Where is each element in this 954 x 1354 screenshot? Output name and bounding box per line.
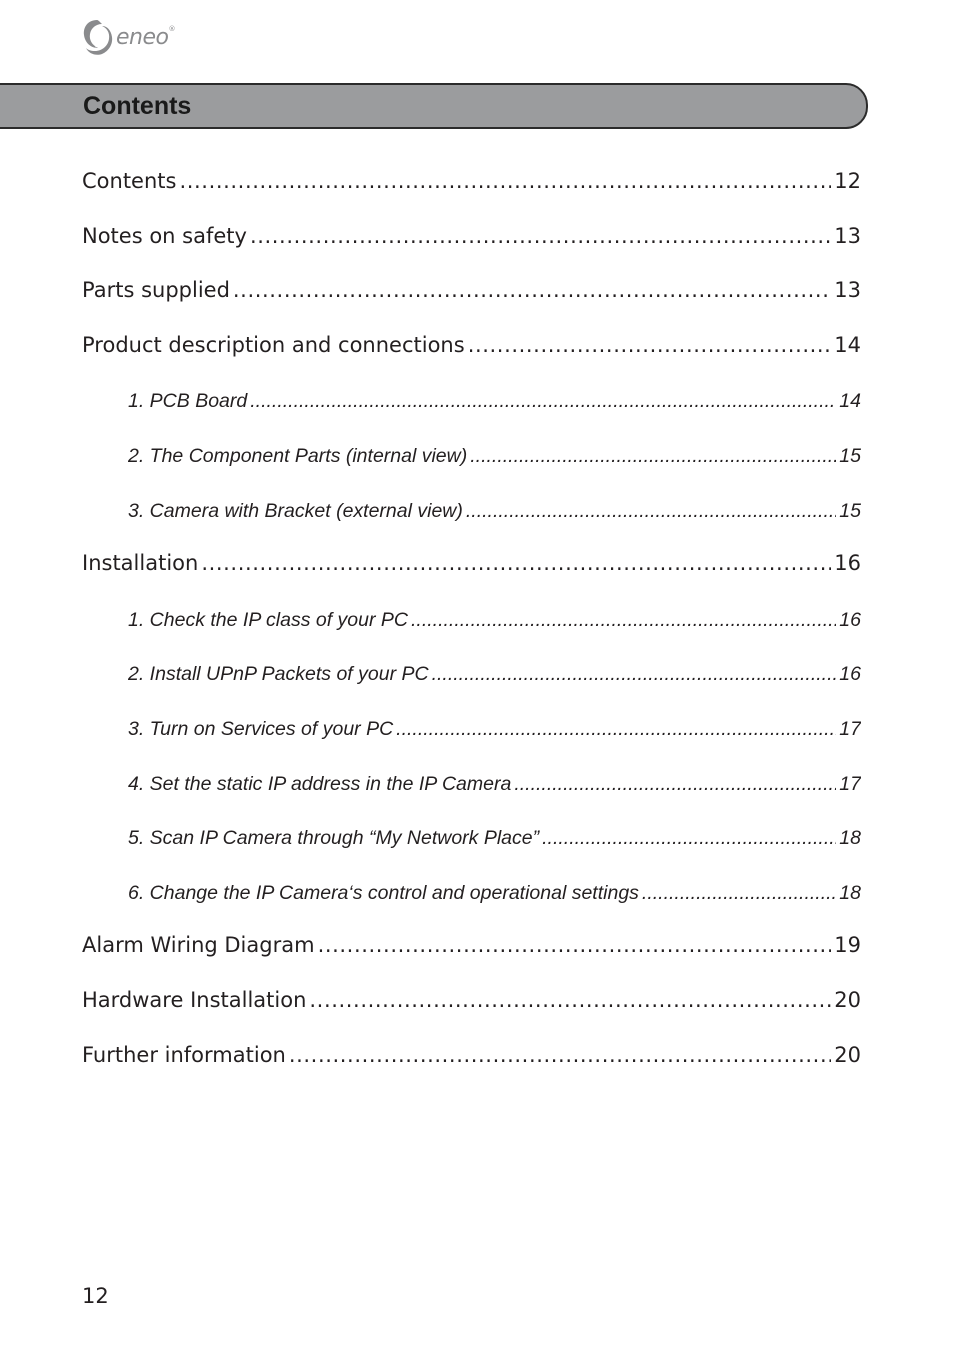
- toc-entry-label: Hardware Installation: [82, 988, 307, 1012]
- toc-entry-page: 16: [839, 608, 861, 631]
- toc-entry-label: Notes on safety: [82, 223, 247, 248]
- toc-subentry[interactable]: [128, 773, 861, 799]
- toc-entry[interactable]: [82, 278, 861, 308]
- toc-entry[interactable]: [82, 933, 861, 963]
- toc-subentry[interactable]: [128, 445, 861, 471]
- toc-subentry[interactable]: [128, 663, 861, 689]
- toc-leader-dots: [396, 718, 836, 741]
- toc-subentry[interactable]: [128, 827, 861, 853]
- toc-leader-dots: [411, 609, 836, 632]
- toc-entry-label: Installation: [82, 551, 199, 576]
- toc-leader-dots: [233, 278, 831, 302]
- toc-subentry[interactable]: [128, 718, 861, 744]
- toc-entry-label: 4. Set the static IP address in the IP Camera: [128, 772, 512, 795]
- toc-entry-page: 12: [834, 169, 861, 193]
- toc-entry-page: 17: [839, 718, 861, 740]
- page-number: 12: [82, 1284, 109, 1308]
- toc-entry-page: 13: [834, 278, 861, 303]
- toc-entry-page: 20: [834, 988, 861, 1012]
- toc-entry-label: 6. Change the IP Camera‘s control and operational settings: [128, 881, 639, 904]
- toc-leader-dots: [201, 551, 831, 575]
- registered-mark: ®: [168, 25, 176, 33]
- toc-leader-dots: [250, 224, 831, 248]
- toc-entry-page: 14: [839, 390, 861, 413]
- toc-entry-label: Product description and connections: [82, 332, 465, 357]
- toc-leader-dots: [468, 333, 832, 357]
- toc-leader-dots: [318, 933, 832, 957]
- toc-entry[interactable]: [82, 333, 861, 363]
- toc-leader-dots: [250, 390, 836, 413]
- toc-entry-page: 15: [839, 499, 861, 522]
- toc-entry[interactable]: [82, 169, 861, 199]
- eneo-logo: [80, 17, 175, 57]
- toc-entry-label: 1. Check the IP class of your PC: [128, 608, 408, 631]
- toc-entry-label: 1. PCB Board: [128, 390, 248, 413]
- toc-entry-label: Parts supplied: [82, 278, 230, 303]
- toc-entry[interactable]: [82, 224, 861, 254]
- toc-entry-label: 3. Turn on Services of your PC: [128, 718, 394, 740]
- toc-entry-page: 20: [834, 1042, 861, 1067]
- page-title: Contents: [83, 92, 192, 120]
- toc-subentry[interactable]: [128, 882, 861, 908]
- toc-entry-label: 2. Install UPnP Packets of your PC: [128, 663, 429, 686]
- toc-leader-dots: [432, 663, 837, 686]
- toc-entry-label: Contents: [82, 169, 177, 193]
- toc-leader-dots: [470, 445, 836, 468]
- toc-entry-label: Alarm Wiring Diagram: [82, 933, 315, 958]
- toc-entry-page: 16: [839, 663, 861, 686]
- toc-leader-dots: [289, 1043, 831, 1067]
- toc-entry-label: Further information: [82, 1042, 286, 1067]
- toc-leader-dots: [309, 988, 831, 1012]
- toc-entry-page: 18: [839, 827, 861, 850]
- toc-entry-page: 15: [839, 445, 861, 467]
- toc-entry-label: 3. Camera with Bracket (external view): [128, 499, 463, 522]
- toc-entry-label: 5. Scan IP Camera through “My Network Place”: [128, 827, 540, 850]
- toc-leader-dots: [514, 773, 836, 796]
- toc-entry-page: 13: [834, 223, 861, 248]
- toc-entry-page: 14: [834, 332, 861, 357]
- logo-wordmark: eneo: [116, 24, 169, 50]
- toc-entry[interactable]: [82, 1043, 861, 1073]
- toc-entry-page: 18: [839, 881, 861, 904]
- toc-entry-page: 19: [834, 933, 861, 958]
- toc-subentry[interactable]: [128, 609, 861, 635]
- toc-subentry[interactable]: [128, 390, 861, 416]
- toc-leader-dots: [542, 827, 836, 850]
- toc-entry-label: 2. The Component Parts (internal view): [128, 445, 468, 467]
- toc-leader-dots: [466, 500, 836, 523]
- toc-leader-dots: [179, 169, 831, 193]
- toc-entry-page: 16: [834, 551, 861, 576]
- toc-entry-page: 17: [839, 772, 861, 795]
- section-title-bar: [0, 83, 868, 129]
- eneo-swirl-icon: [80, 17, 114, 57]
- toc-entry[interactable]: [82, 551, 861, 581]
- toc-leader-dots: [642, 882, 836, 905]
- toc-subentry[interactable]: [128, 500, 861, 526]
- toc-entry[interactable]: [82, 988, 861, 1018]
